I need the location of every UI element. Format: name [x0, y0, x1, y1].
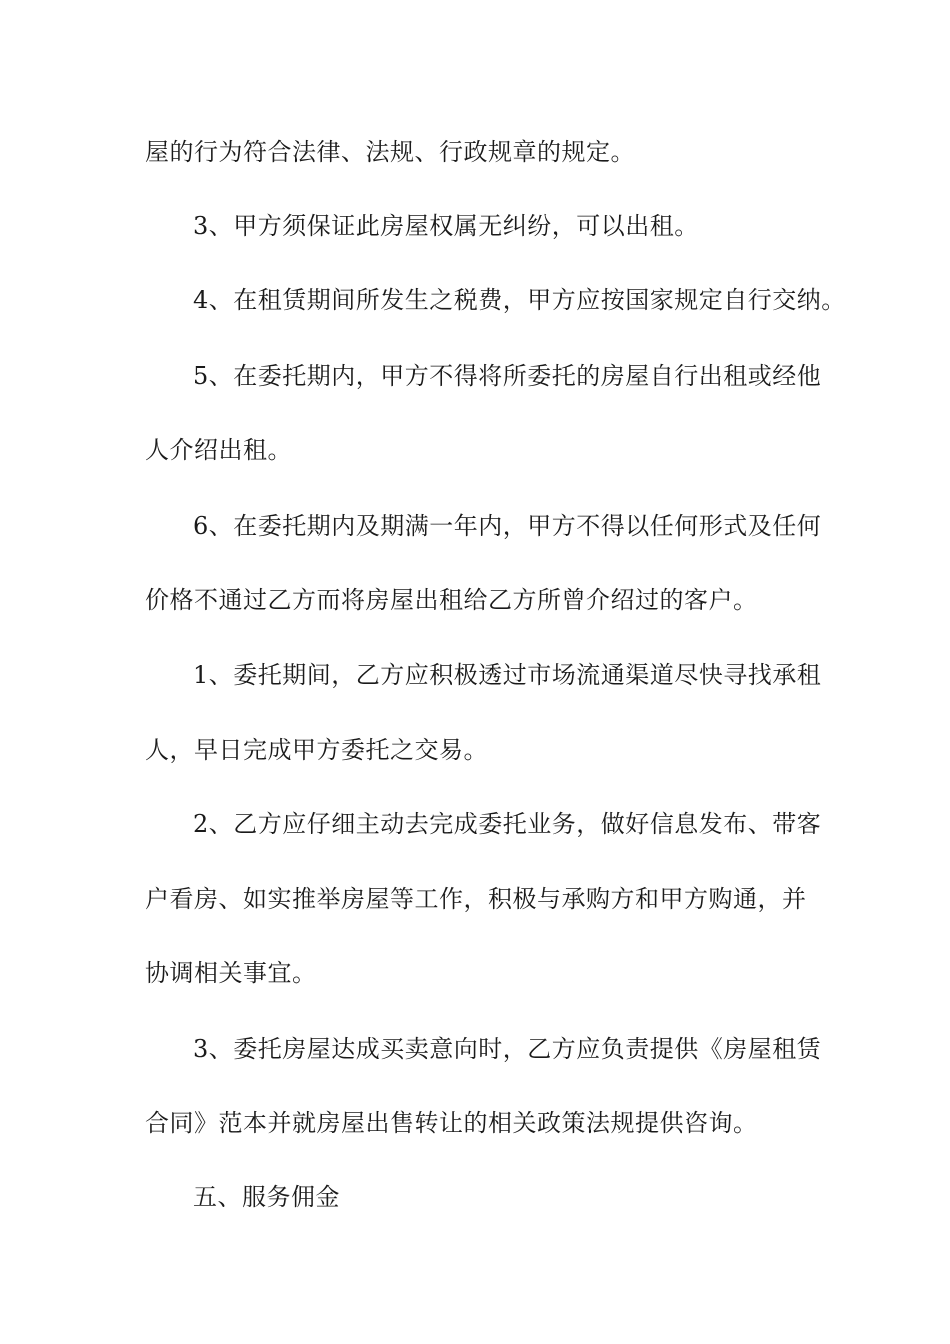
- clause-1-continuation: 人，早日完成甲方委托之交易。: [145, 736, 488, 764]
- clause-3-party-b: 3、委托房屋达成买卖意向时，乙方应负责提供《房屋租赁: [193, 1035, 822, 1063]
- clause-4-party-a: 4、在租赁期间所发生之税费，甲方应按国家规定自行交纳。: [193, 286, 846, 314]
- clause-3-continuation: 合同》范本并就房屋出售转让的相关政策法规提供咨询。: [145, 1109, 758, 1137]
- clause-6-continuation: 价格不通过乙方而将房屋出租给乙方所曾介绍过的客户。: [145, 586, 758, 614]
- clause-5-continuation: 人介绍出租。: [145, 436, 292, 464]
- clause-5-party-a: 5、在委托期内，甲方不得将所委托的房屋自行出租或经他: [193, 362, 822, 390]
- clause-1-party-b: 1、委托期间，乙方应积极透过市场流通渠道尽快寻找承租: [193, 661, 822, 689]
- text-line-1: 屋的行为符合法律、法规、行政规章的规定。: [145, 138, 635, 166]
- clause-2-continuation-2: 协调相关事宜。: [145, 959, 317, 987]
- clause-2-party-b: 2、乙方应仔细主动去完成委托业务，做好信息发布、带客: [193, 810, 822, 838]
- section-heading-service-commission: 五、服务佣金: [193, 1183, 340, 1211]
- clause-6-party-a: 6、在委托期内及期满一年内，甲方不得以任何形式及任何: [193, 512, 822, 540]
- clause-2-continuation-1: 户看房、如实推举房屋等工作，积极与承购方和甲方购通，并: [145, 885, 807, 913]
- clause-3-party-a: 3、甲方须保证此房屋权属无纠纷，可以出租。: [193, 212, 699, 240]
